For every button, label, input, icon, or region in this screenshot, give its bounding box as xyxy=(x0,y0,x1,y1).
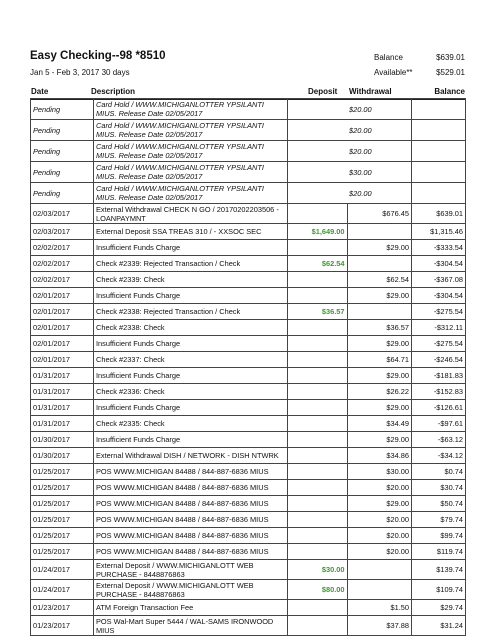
transaction-date: Pending xyxy=(31,162,94,183)
transaction-balance: -$152.83 xyxy=(412,384,466,400)
transaction-balance: -$304.54 xyxy=(412,256,466,272)
transaction-date: 02/01/2017 xyxy=(31,352,94,368)
transaction-balance xyxy=(412,99,466,120)
transaction-description: Check #2336: Check xyxy=(94,384,288,400)
transaction-deposit xyxy=(288,432,348,448)
transaction-description: POS Wal-Mart Super 5444 / WAL-SAMS IRONWOOD MIUS xyxy=(94,616,288,636)
transaction-deposit: $36.57 xyxy=(288,304,348,320)
transaction-balance: -$312.11 xyxy=(412,320,466,336)
transaction-description: POS WWW.MICHIGAN 84488 / 844-887-6836 MIUS xyxy=(94,496,288,512)
transaction-description: POS WWW.MICHIGAN 84488 / 844-887-6836 MIUS xyxy=(94,544,288,560)
account-title: Easy Checking--98 *8510 xyxy=(30,50,166,62)
transaction-balance: $30.74 xyxy=(412,480,466,496)
transaction-withdrawal: $36.57 xyxy=(347,320,412,336)
transaction-description: Check #2338: Rejected Transaction / Check xyxy=(94,304,288,320)
statement-period: Jan 5 - Feb 3, 2017 30 days xyxy=(30,68,130,77)
transaction-balance: -$181.83 xyxy=(412,368,466,384)
transaction-balance: $99.74 xyxy=(412,528,466,544)
transaction-balance xyxy=(412,120,466,141)
transaction-deposit xyxy=(288,464,348,480)
transaction-balance: $31.24 xyxy=(412,616,466,636)
transaction-withdrawal: $29.00 xyxy=(347,496,412,512)
transaction-withdrawal: $34.49 xyxy=(347,416,412,432)
transaction-withdrawal: $29.00 xyxy=(347,288,412,304)
transaction-deposit: $62.54 xyxy=(288,256,348,272)
transaction-date: Pending xyxy=(31,120,94,141)
transaction-deposit: $1,649.00 xyxy=(288,224,348,240)
transaction-deposit xyxy=(288,336,348,352)
transaction-withdrawal: $20.00 xyxy=(347,183,412,204)
transaction-balance: -$97.61 xyxy=(412,416,466,432)
transaction-balance: $50.74 xyxy=(412,496,466,512)
transaction-description: External Deposit / WWW.MICHIGANLOTT WEB PURCHASE - 8448876863 xyxy=(94,580,288,600)
transaction-withdrawal: $676.45 xyxy=(347,204,412,224)
transaction-row xyxy=(31,384,466,400)
transaction-deposit xyxy=(288,368,348,384)
column-header-withdrawal: Withdrawal xyxy=(349,87,392,96)
transaction-deposit xyxy=(288,416,348,432)
transaction-row xyxy=(31,400,466,416)
transaction-description: Insufficient Funds Charge xyxy=(94,336,288,352)
transaction-description: Card Hold / WWW.MICHIGANLOTTER YPSILANTI MIUS. Release Date 02/05/2017 xyxy=(94,141,288,162)
transaction-description: Check #2337: Check xyxy=(94,352,288,368)
transaction-date: 01/30/2017 xyxy=(31,448,94,464)
available-label: Available** xyxy=(374,68,413,77)
transaction-row xyxy=(31,304,466,320)
transaction-description: Card Hold / WWW.MICHIGANLOTTER YPSILANTI MIUS. Release Date 02/05/2017 xyxy=(94,99,288,120)
transaction-description: Card Hold / WWW.MICHIGANLOTTER YPSILANTI MIUS. Release Date 02/05/2017 xyxy=(94,162,288,183)
transaction-withdrawal: $37.88 xyxy=(347,616,412,636)
transaction-row xyxy=(31,600,466,616)
transaction-date: 01/25/2017 xyxy=(31,528,94,544)
column-header-balance: Balance xyxy=(434,87,465,96)
transaction-balance xyxy=(412,183,466,204)
transaction-balance: $139.74 xyxy=(412,560,466,580)
transaction-description: Insufficient Funds Charge xyxy=(94,368,288,384)
transaction-description: Check #2335: Check xyxy=(94,416,288,432)
transaction-date: 01/23/2017 xyxy=(31,616,94,636)
transaction-row xyxy=(31,480,466,496)
transaction-date: 02/01/2017 xyxy=(31,320,94,336)
transaction-date: 01/25/2017 xyxy=(31,544,94,560)
transaction-deposit xyxy=(288,272,348,288)
transaction-balance: $0.74 xyxy=(412,464,466,480)
transaction-row xyxy=(31,272,466,288)
available-value: $529.01 xyxy=(436,68,465,77)
transaction-row xyxy=(31,432,466,448)
transaction-row xyxy=(31,512,466,528)
transaction-description: POS WWW.MICHIGAN 84488 / 844-887-6836 MIUS xyxy=(94,512,288,528)
pending-transaction-row xyxy=(31,162,466,183)
transaction-date: 01/31/2017 xyxy=(31,368,94,384)
transaction-balance: $1,315.46 xyxy=(412,224,466,240)
transaction-date: 01/31/2017 xyxy=(31,400,94,416)
transaction-withdrawal: $64.71 xyxy=(347,352,412,368)
transaction-deposit xyxy=(288,496,348,512)
transaction-balance: -$275.54 xyxy=(412,304,466,320)
transaction-date: 01/23/2017 xyxy=(31,600,94,616)
transaction-balance: -$367.08 xyxy=(412,272,466,288)
column-header-date: Date xyxy=(31,87,49,96)
transaction-balance: $639.01 xyxy=(412,204,466,224)
transaction-withdrawal: $20.00 xyxy=(347,480,412,496)
transaction-deposit xyxy=(288,183,348,204)
transaction-balance: -$126.61 xyxy=(412,400,466,416)
transaction-row xyxy=(31,496,466,512)
transaction-date: Pending xyxy=(31,99,94,120)
transaction-date: 01/25/2017 xyxy=(31,464,94,480)
pending-transaction-row xyxy=(31,120,466,141)
transaction-date: 01/25/2017 xyxy=(31,480,94,496)
transaction-withdrawal xyxy=(347,256,412,272)
transaction-date: 02/03/2017 xyxy=(31,204,94,224)
transaction-date: 01/30/2017 xyxy=(31,432,94,448)
transaction-deposit: $30.00 xyxy=(288,560,348,580)
transaction-date: 02/03/2017 xyxy=(31,224,94,240)
transaction-balance: $109.74 xyxy=(412,580,466,600)
transaction-balance: $119.74 xyxy=(412,544,466,560)
transaction-deposit xyxy=(288,528,348,544)
transaction-withdrawal: $62.54 xyxy=(347,272,412,288)
transaction-balance: -$333.54 xyxy=(412,240,466,256)
transaction-withdrawal: $30.00 xyxy=(347,162,412,183)
transaction-deposit xyxy=(288,512,348,528)
transaction-deposit xyxy=(288,384,348,400)
transaction-withdrawal xyxy=(347,224,412,240)
transactions-body xyxy=(31,99,466,636)
transactions-table xyxy=(30,98,466,636)
transaction-withdrawal: $29.00 xyxy=(347,240,412,256)
transaction-date: 01/25/2017 xyxy=(31,512,94,528)
transaction-withdrawal xyxy=(347,580,412,600)
transaction-deposit xyxy=(288,288,348,304)
transaction-balance xyxy=(412,162,466,183)
transaction-date: 02/01/2017 xyxy=(31,304,94,320)
transaction-balance: -$246.54 xyxy=(412,352,466,368)
transaction-description: External Deposit / WWW.MICHIGANLOTT WEB PURCHASE - 8448876863 xyxy=(94,560,288,580)
transaction-balance: $29.74 xyxy=(412,600,466,616)
transaction-balance: $79.74 xyxy=(412,512,466,528)
transaction-balance: -$63.12 xyxy=(412,432,466,448)
transaction-row xyxy=(31,368,466,384)
transaction-row xyxy=(31,528,466,544)
transaction-withdrawal: $20.00 xyxy=(347,99,412,120)
transaction-balance xyxy=(412,141,466,162)
transaction-withdrawal: $20.00 xyxy=(347,141,412,162)
pending-transaction-row xyxy=(31,141,466,162)
transaction-withdrawal: $29.00 xyxy=(347,432,412,448)
transaction-deposit xyxy=(288,544,348,560)
transaction-withdrawal: $1.50 xyxy=(347,600,412,616)
transaction-deposit: $80.00 xyxy=(288,580,348,600)
transaction-row xyxy=(31,448,466,464)
transaction-description: External Deposit SSA TREAS 310 / - XXSOC SEC xyxy=(94,224,288,240)
transaction-date: 01/24/2017 xyxy=(31,580,94,600)
transaction-date: 01/24/2017 xyxy=(31,560,94,580)
transaction-description: POS WWW.MICHIGAN 84488 / 844-887-6836 MIUS xyxy=(94,480,288,496)
transaction-row xyxy=(31,580,466,600)
transaction-row xyxy=(31,416,466,432)
transaction-withdrawal: $29.00 xyxy=(347,336,412,352)
transaction-row xyxy=(31,616,466,636)
transaction-date: 02/01/2017 xyxy=(31,336,94,352)
transaction-date: 02/01/2017 xyxy=(31,288,94,304)
transaction-withdrawal: $20.00 xyxy=(347,120,412,141)
transaction-description: Insufficient Funds Charge xyxy=(94,240,288,256)
transaction-description: Card Hold / WWW.MICHIGANLOTTER YPSILANTI MIUS. Release Date 02/05/2017 xyxy=(94,183,288,204)
transaction-description: Insufficient Funds Charge xyxy=(94,400,288,416)
transaction-row xyxy=(31,320,466,336)
transaction-date: 02/02/2017 xyxy=(31,256,94,272)
transaction-row xyxy=(31,352,466,368)
transaction-date: 02/02/2017 xyxy=(31,240,94,256)
column-header-deposit: Deposit xyxy=(308,87,338,96)
transaction-withdrawal xyxy=(347,560,412,580)
transaction-withdrawal: $20.00 xyxy=(347,528,412,544)
transaction-row xyxy=(31,224,466,240)
transaction-withdrawal: $30.00 xyxy=(347,464,412,480)
transaction-withdrawal: $26.22 xyxy=(347,384,412,400)
pending-transaction-row xyxy=(31,99,466,120)
balance-label: Balance xyxy=(374,53,403,62)
transaction-balance: -$304.54 xyxy=(412,288,466,304)
transaction-deposit xyxy=(288,616,348,636)
transaction-description: Check #2339: Rejected Transaction / Check xyxy=(94,256,288,272)
transaction-description: Check #2338: Check xyxy=(94,320,288,336)
transaction-deposit xyxy=(288,480,348,496)
transaction-description: Insufficient Funds Charge xyxy=(94,432,288,448)
transaction-description: Check #2339: Check xyxy=(94,272,288,288)
column-header-description: Description xyxy=(91,87,136,96)
transaction-description: ATM Foreign Transaction Fee xyxy=(94,600,288,616)
transaction-description: External Withdrawal CHECK N GO / 20170202203506 - LOANPAYMNT xyxy=(94,204,288,224)
transaction-deposit xyxy=(288,320,348,336)
transaction-date: Pending xyxy=(31,183,94,204)
transaction-description: Card Hold / WWW.MICHIGANLOTTER YPSILANTI MIUS. Release Date 02/05/2017 xyxy=(94,120,288,141)
transaction-date: 01/25/2017 xyxy=(31,496,94,512)
transaction-date: Pending xyxy=(31,141,94,162)
transaction-description: POS WWW.MICHIGAN 84488 / 844-887-6836 MIUS xyxy=(94,464,288,480)
transaction-deposit xyxy=(288,352,348,368)
transaction-description: POS WWW.MICHIGAN 84488 / 844-887-6836 MIUS xyxy=(94,528,288,544)
transaction-row xyxy=(31,464,466,480)
transaction-deposit xyxy=(288,240,348,256)
transaction-deposit xyxy=(288,99,348,120)
transaction-withdrawal: $20.00 xyxy=(347,544,412,560)
transaction-deposit xyxy=(288,120,348,141)
transaction-description: Insufficient Funds Charge xyxy=(94,288,288,304)
transaction-row xyxy=(31,204,466,224)
transaction-row xyxy=(31,560,466,580)
transaction-withdrawal: $34.86 xyxy=(347,448,412,464)
transaction-deposit xyxy=(288,204,348,224)
transaction-date: 01/31/2017 xyxy=(31,384,94,400)
transaction-row xyxy=(31,544,466,560)
transaction-deposit xyxy=(288,448,348,464)
transaction-deposit xyxy=(288,141,348,162)
transaction-row xyxy=(31,256,466,272)
transaction-withdrawal: $29.00 xyxy=(347,368,412,384)
transaction-description: External Withdrawal DISH / NETWORK - DISH NTWRK xyxy=(94,448,288,464)
transaction-withdrawal: $29.00 xyxy=(347,400,412,416)
balance-value: $639.01 xyxy=(436,53,465,62)
transaction-withdrawal xyxy=(347,304,412,320)
transaction-withdrawal: $20.00 xyxy=(347,512,412,528)
transaction-row xyxy=(31,288,466,304)
transaction-balance: -$34.12 xyxy=(412,448,466,464)
transaction-row xyxy=(31,240,466,256)
transaction-row xyxy=(31,336,466,352)
pending-transaction-row xyxy=(31,183,466,204)
transaction-deposit xyxy=(288,162,348,183)
transaction-balance: -$275.54 xyxy=(412,336,466,352)
transaction-date: 02/02/2017 xyxy=(31,272,94,288)
transaction-deposit xyxy=(288,400,348,416)
transaction-date: 01/31/2017 xyxy=(31,416,94,432)
transaction-deposit xyxy=(288,600,348,616)
